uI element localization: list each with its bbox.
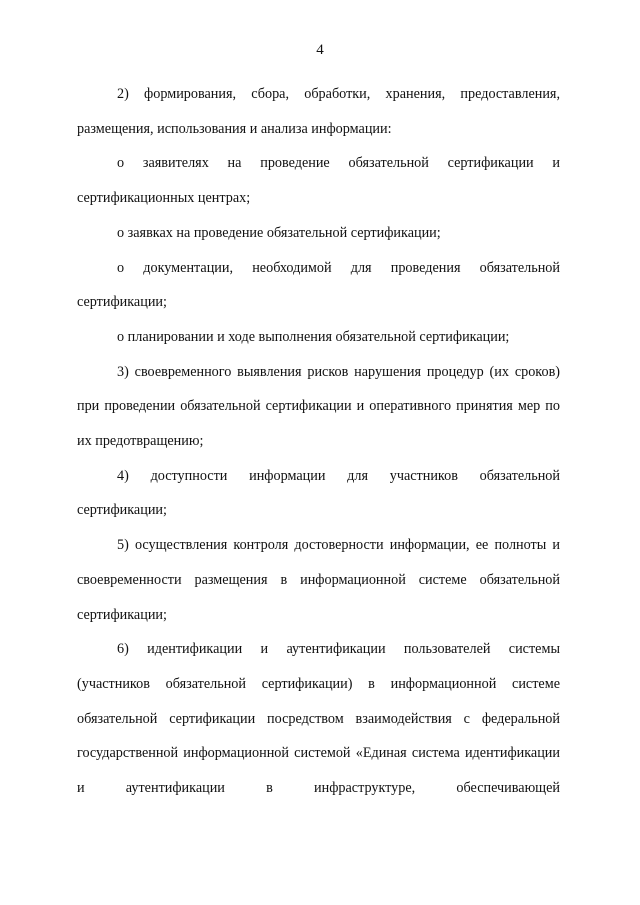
document-body [77,77,560,806]
paragraph-item-6: 6) идентификации и аутентификации пользователей системы (участников обязательной сертификации) в информационной системе обязательной сертификации посредством взаимодействия с федеральной государственной информационной системой «Единая система идентификации и аутентификации в инфраструктуре, обеспечивающей [77,641,560,797]
paragraph-documentation: о документации, необходимой для проведения обязательной сертификации; [77,259,560,311]
paragraph-item-2: 2) формирования, сбора, обработки, хранения, предоставления, размещения, использования и анализа информации: [77,86,560,137]
paragraph-item-3: 3) своевременного выявления рисков нарушения процедур (их сроков) при проведении обязательной сертификации и оперативного принятия мер по их предотвращению; [77,363,560,450]
paragraph-item-4: 4) доступности информации для участников обязательной сертификации; [77,467,560,519]
paragraph-applications: о заявках на проведение обязательной сертификации; [117,224,441,241]
page-number: 4 [316,42,324,58]
paragraph-applicants: о заявителях на проведение обязательной сертификации и сертификационных центрах; [77,155,560,207]
paragraph-item-5: 5) осуществления контроля достоверности информации, ее полноты и своевременности размещения в информационной системе обязательной сертификации; [77,537,560,623]
paragraph-planning: о планировании и ходе выполнения обязательной сертификации; [117,328,510,345]
